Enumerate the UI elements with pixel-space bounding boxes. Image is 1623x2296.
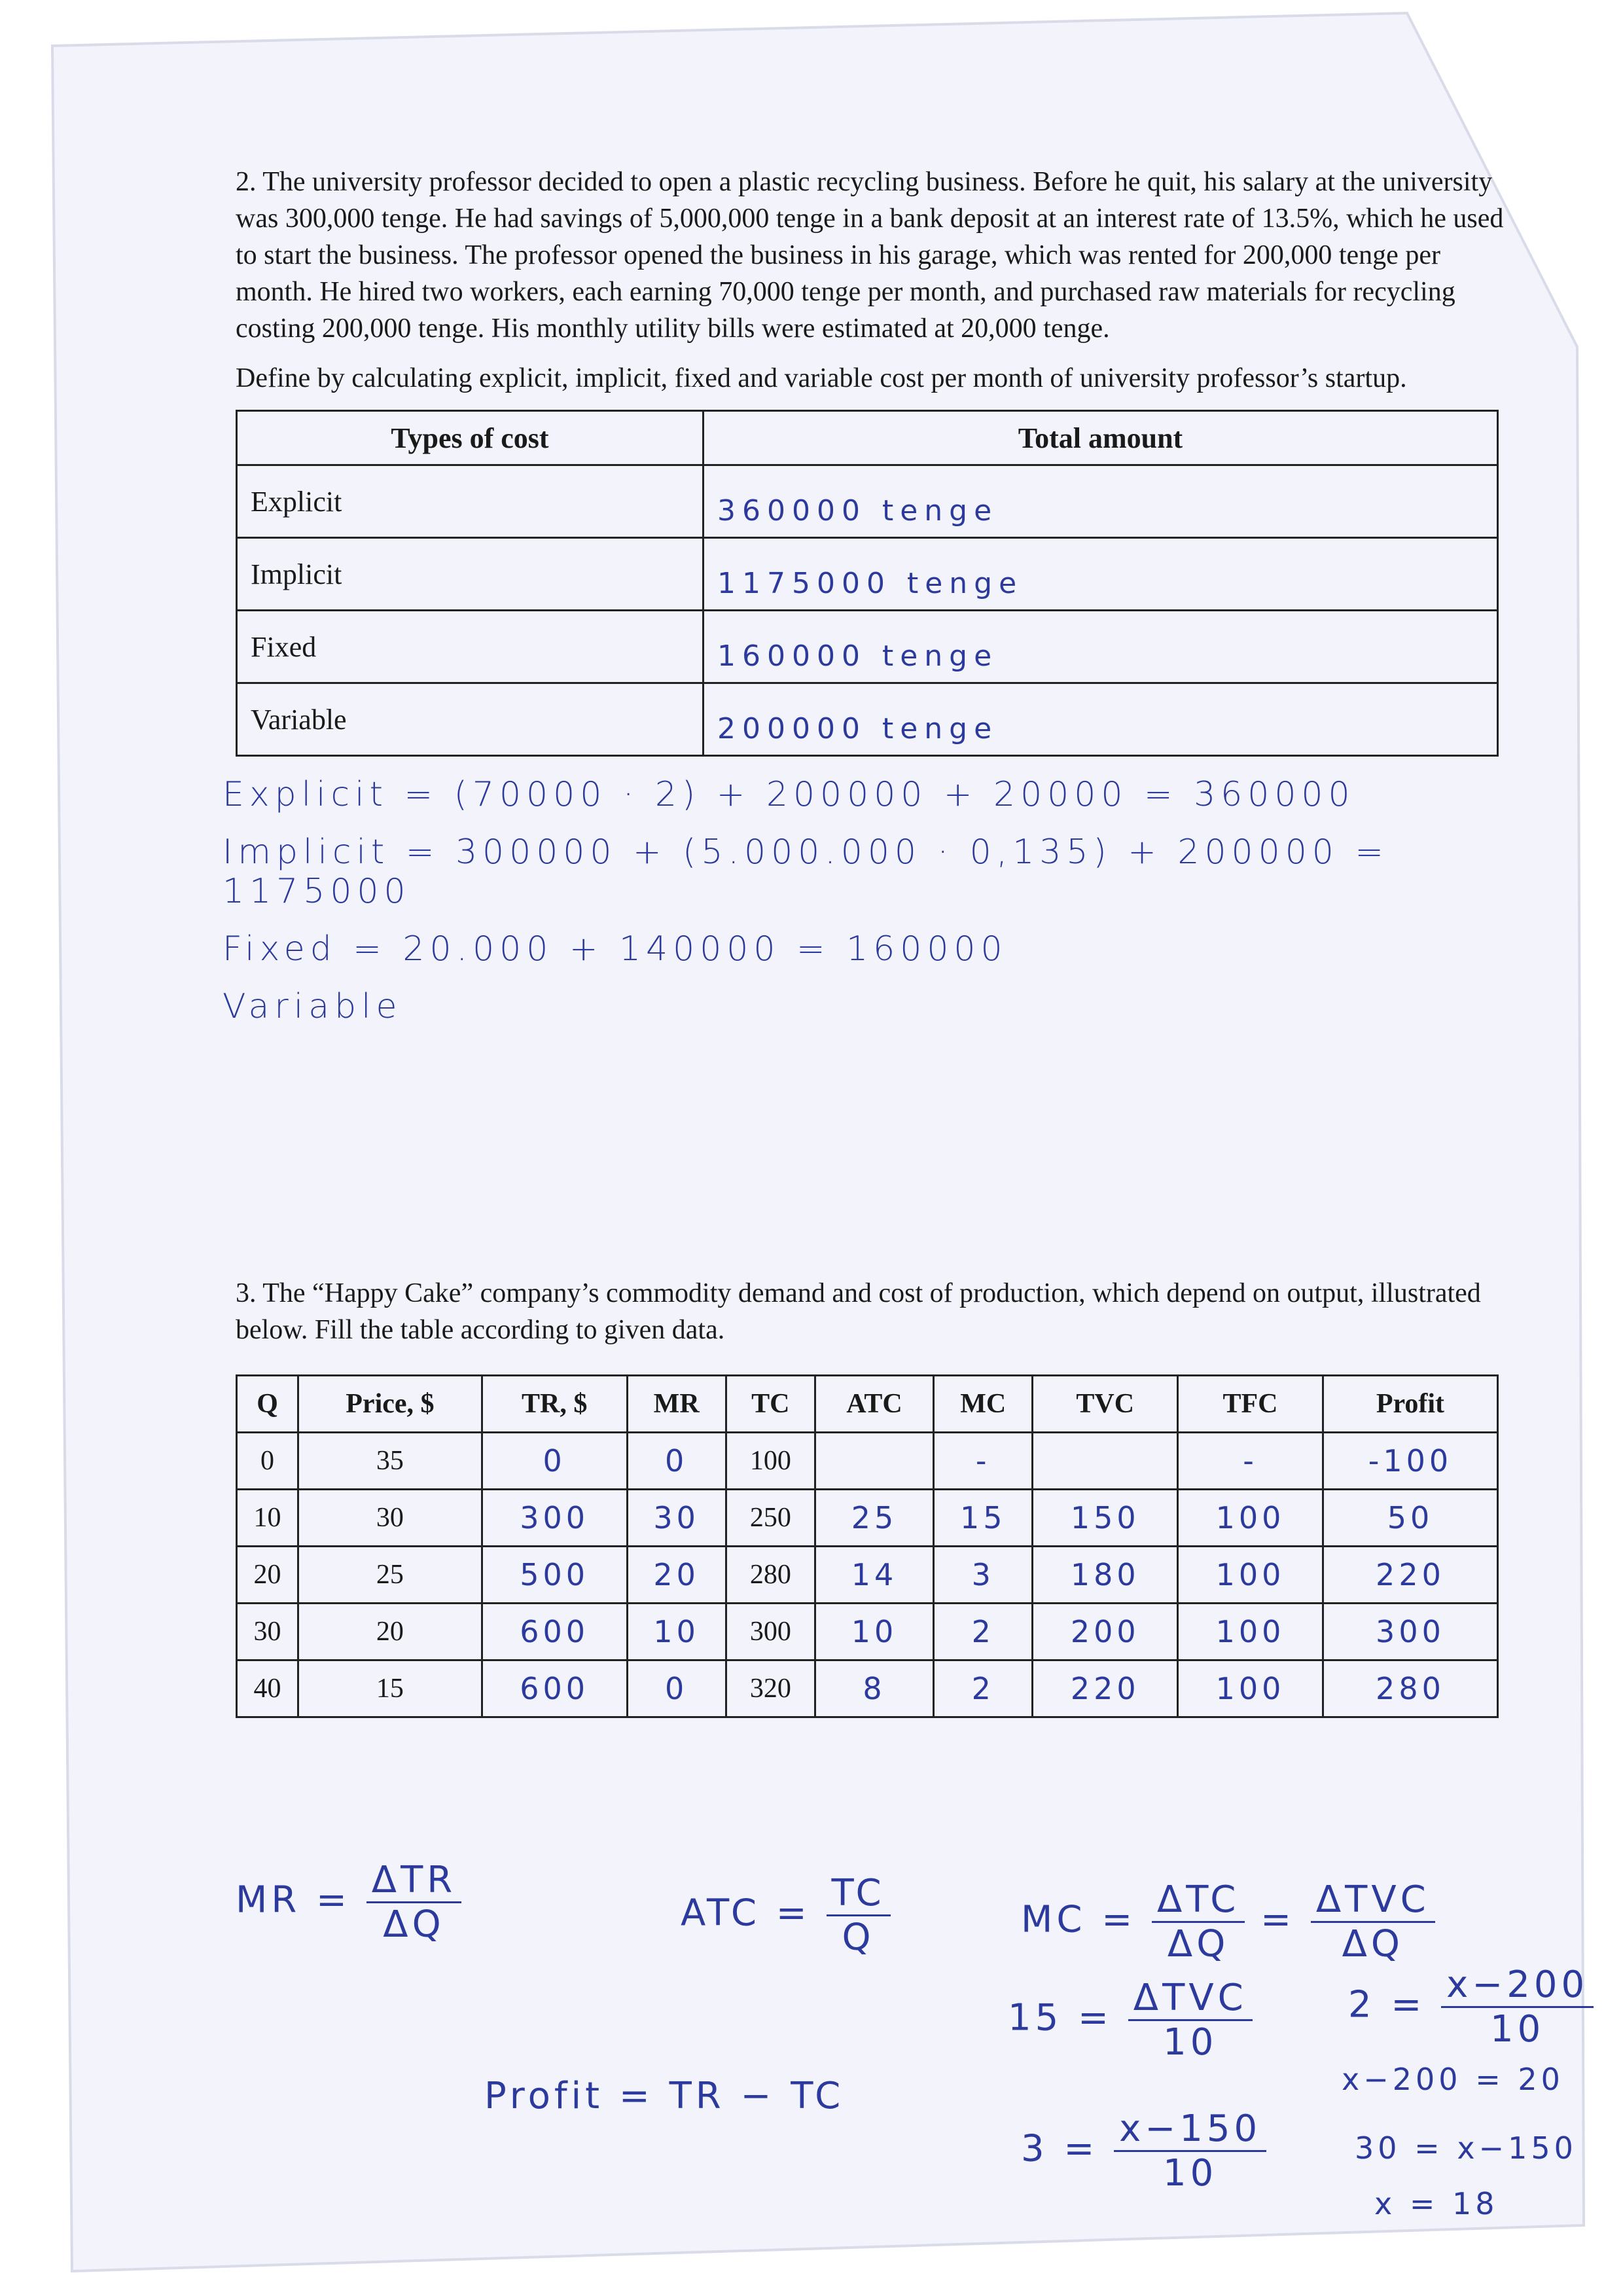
formula-equals: =: [1260, 1898, 1296, 1941]
cell-price: 30: [298, 1490, 482, 1547]
header-tc: TC: [726, 1376, 815, 1433]
cell-atc: [815, 1433, 933, 1490]
work-fixed: Fixed = 20.000 + 140000 = 160000: [223, 929, 1008, 969]
formula-mr: [236, 1859, 461, 1946]
formula-mc: [1021, 1878, 1435, 1965]
cost-type: Implicit: [237, 538, 704, 611]
fraction-numerator: ΔTVC: [1128, 1977, 1253, 2021]
cell-mr: 30: [627, 1490, 726, 1547]
fraction-numerator: ΔTVC: [1311, 1878, 1435, 1923]
cell-q: 30: [237, 1604, 298, 1660]
fraction: [827, 1872, 891, 1959]
formula-eq6: x = 18: [1374, 2186, 1499, 2221]
fraction: [1441, 1964, 1594, 2051]
worksheet-content: [223, 164, 1518, 1718]
cell-price: 20: [298, 1604, 482, 1660]
cell-q: 40: [237, 1660, 298, 1717]
cell-tr: 500: [482, 1547, 627, 1604]
cell-profit: 300: [1323, 1604, 1497, 1660]
cell-tvc: 200: [1033, 1604, 1178, 1660]
cell-tc: 100: [726, 1433, 815, 1490]
cell-tr: 600: [482, 1660, 627, 1717]
cell-atc: 25: [815, 1490, 933, 1547]
table-row: [237, 1433, 1498, 1490]
formula-eq3: x−200 = 20: [1342, 2062, 1564, 2097]
cell-tfc: 100: [1178, 1660, 1323, 1717]
work-explicit: Explicit = (70000 · 2) + 200000 + 20000 = 360000: [223, 775, 1355, 814]
formula-lhs: MR =: [236, 1878, 351, 1922]
fraction-numerator: ΔTR: [366, 1859, 461, 1903]
cost-type: Fixed: [237, 611, 704, 683]
fraction: [1152, 1878, 1245, 1965]
table-row: [237, 538, 1498, 611]
header-tr: TR, $: [482, 1376, 627, 1433]
header-mc: MC: [934, 1376, 1033, 1433]
header-price: Price, $: [298, 1376, 482, 1433]
cell-mc: -: [934, 1433, 1033, 1490]
cell-tfc: -: [1178, 1433, 1323, 1490]
task3-text: 3. The “Happy Cake” company’s commodity demand and cost of production, which depend on output, illustrated below. Fill the table according to given data.: [236, 1278, 1481, 1345]
cell-q: 20: [237, 1547, 298, 1604]
header-q: Q: [237, 1376, 298, 1433]
header-atc: ATC: [815, 1376, 933, 1433]
cell-tr: 600: [482, 1604, 627, 1660]
cell-tc: 250: [726, 1490, 815, 1547]
fraction-denominator: Q: [842, 1916, 875, 1959]
fraction-denominator: ΔQ: [1342, 1923, 1404, 1965]
cell-mc: 2: [934, 1604, 1033, 1660]
cell-tfc: 100: [1178, 1547, 1323, 1604]
fraction: [1311, 1878, 1435, 1965]
table-header-row: [237, 1376, 1498, 1433]
fraction-numerator: ΔTC: [1152, 1878, 1245, 1923]
formula-lhs: ATC =: [681, 1892, 811, 1935]
header-types-of-cost: Types of cost: [237, 411, 704, 465]
fraction-denominator: 10: [1163, 2021, 1218, 2064]
fraction-numerator: TC: [827, 1872, 891, 1916]
table-row: [237, 1547, 1498, 1604]
cell-price: 15: [298, 1660, 482, 1717]
formula-eq1: [1008, 1977, 1253, 2064]
cost-amount: 160000 tenge: [704, 611, 1498, 683]
cell-tvc: [1033, 1433, 1178, 1490]
table-row: [237, 1490, 1498, 1547]
formula-lhs: 15 =: [1008, 1996, 1113, 2039]
cell-tvc: 150: [1033, 1490, 1178, 1547]
fraction-numerator: x−200: [1441, 1964, 1594, 2008]
formula-profit: Profit = TR − TC: [484, 2075, 845, 2117]
cell-profit: -100: [1323, 1433, 1497, 1490]
fraction-denominator: 10: [1490, 2008, 1545, 2051]
fraction-denominator: 10: [1163, 2152, 1218, 2195]
cell-tc: 300: [726, 1604, 815, 1660]
cell-tvc: 220: [1033, 1660, 1178, 1717]
cell-mr: 20: [627, 1547, 726, 1604]
fraction-denominator: ΔQ: [1167, 1923, 1230, 1965]
fraction: [366, 1859, 461, 1946]
header-tfc: TFC: [1178, 1376, 1323, 1433]
formula-eq2: [1348, 1964, 1594, 2051]
cost-type: Variable: [237, 683, 704, 756]
cell-tr: 0: [482, 1433, 627, 1490]
cell-atc: 10: [815, 1604, 933, 1660]
header-tvc: TVC: [1033, 1376, 1178, 1433]
cell-q: 0: [237, 1433, 298, 1490]
table-row: [237, 1604, 1498, 1660]
cell-price: 25: [298, 1547, 482, 1604]
table-row: [237, 683, 1498, 756]
header-profit: Profit: [1323, 1376, 1497, 1433]
task2-question: Define by calculating explicit, implicit, fixed and variable cost per month of university professor’s startup.: [236, 363, 1407, 393]
formula-eq5: 30 = x−150: [1355, 2130, 1577, 2166]
task2-text: 2. The university professor decided to open a plastic recycling business. Before he quit, his salary at the university was 300,000 tenge. He had savings of 5,000,000 tenge in a bank deposit at an interest rate of 13.5%, which he used to start the business. The professor opened the business in his garage, which was rented for 200,000 tenge per month. He hired two workers, each earning 70,000 tenge per month, and purchased raw materials for recycling costing 200,000 tenge. His monthly utility bills were estimated at 20,000 tenge.: [236, 167, 1504, 344]
cell-tfc: 100: [1178, 1604, 1323, 1660]
formula-eq4: [1021, 2108, 1266, 2195]
happy-cake-table: [236, 1374, 1499, 1718]
cell-mr: 10: [627, 1604, 726, 1660]
table-row: [237, 465, 1498, 538]
work-implicit: Implicit = 300000 + (5.000.000 · 0,135) + 200000 = 1175000: [223, 833, 1389, 911]
cell-tc: 280: [726, 1547, 815, 1604]
formula-lhs: 2 =: [1348, 1983, 1426, 2026]
cost-amount: 200000 tenge: [704, 683, 1498, 756]
cost-type: Explicit: [237, 465, 704, 538]
cell-profit: 50: [1323, 1490, 1497, 1547]
table-row: [237, 611, 1498, 683]
cell-mc: 2: [934, 1660, 1033, 1717]
fraction-denominator: ΔQ: [383, 1903, 445, 1946]
formula-lhs: MC =: [1021, 1898, 1137, 1941]
work-variable: Variable: [223, 987, 402, 1026]
table-row: [237, 1660, 1498, 1717]
cell-mc: 3: [934, 1547, 1033, 1604]
cell-tfc: 100: [1178, 1490, 1323, 1547]
cell-profit: 220: [1323, 1547, 1497, 1604]
header-total-amount: Total amount: [704, 411, 1498, 465]
cell-profit: 280: [1323, 1660, 1497, 1717]
cost-amount: 360000 tenge: [704, 465, 1498, 538]
cell-mr: 0: [627, 1660, 726, 1717]
header-mr: MR: [627, 1376, 726, 1433]
fraction: [1114, 2108, 1266, 2195]
cell-mr: 0: [627, 1433, 726, 1490]
cell-mc: 15: [934, 1490, 1033, 1547]
cell-price: 35: [298, 1433, 482, 1490]
cell-q: 10: [237, 1490, 298, 1547]
cell-tr: 300: [482, 1490, 627, 1547]
cell-atc: 8: [815, 1660, 933, 1717]
cell-tvc: 180: [1033, 1547, 1178, 1604]
formula-lhs: 3 =: [1021, 2127, 1099, 2170]
fraction: [1128, 1977, 1253, 2064]
cell-atc: 14: [815, 1547, 933, 1604]
cost-amount: 1175000 tenge: [704, 538, 1498, 611]
cell-tc: 320: [726, 1660, 815, 1717]
formula-atc: [681, 1872, 891, 1959]
fraction-numerator: x−150: [1114, 2108, 1266, 2152]
cost-types-table: [236, 410, 1499, 757]
